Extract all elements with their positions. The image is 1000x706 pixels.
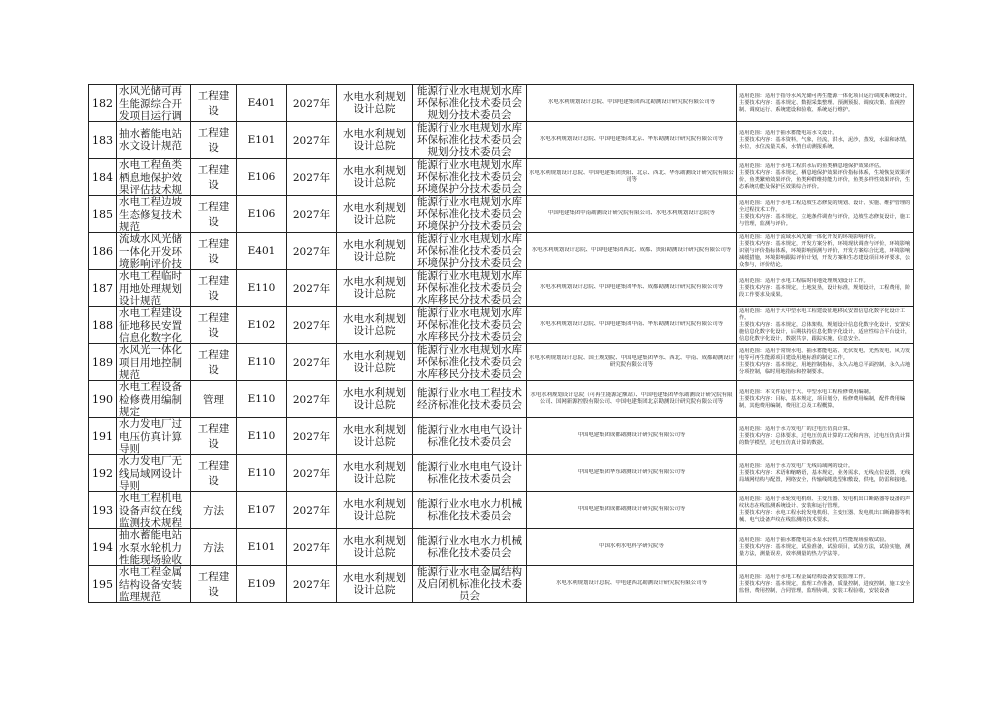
completion-year-text: 2027年 — [292, 467, 331, 480]
completion-year-text: 2027年 — [292, 430, 331, 443]
technical-committee-text: 能源行业水电规划水库环保标准化技术委员会水库移民分技术委员会 — [417, 307, 522, 343]
completion-year — [287, 233, 337, 270]
technical-committee — [413, 344, 527, 381]
category-code — [237, 122, 287, 159]
scope-content-wrap — [739, 163, 911, 191]
completion-year — [287, 492, 337, 529]
standard-type — [191, 344, 237, 381]
participating-units — [527, 307, 737, 344]
completion-year — [287, 529, 337, 566]
standard-type-text: 工程建设 — [197, 312, 230, 339]
standard-type — [191, 529, 237, 566]
category-code — [237, 85, 287, 122]
table-row — [89, 492, 914, 529]
scope-text: 适用范围：适用于水电工程金属结构设备安装监理工作。 — [739, 573, 869, 580]
row-number — [89, 455, 117, 492]
technical-committee-text: 能源行业水电规划水库环保标准化技术委员会水库移民分技术委员会 — [417, 270, 522, 306]
participating-units-text: 水电水利规划设计总院、国土规划院、中国电建集团华东、西北、中南、成都勘测设计研究院有限公司等 — [529, 354, 734, 368]
standard-name-text: 水电工程金属结构设备安装监理规范 — [119, 566, 182, 602]
lead-organization-text: 水电水利规划设计总院 — [343, 90, 406, 115]
scope-text: 适用范围：适用于抽水蓄能电站水泵水轮机力性能现场验收试验。 — [739, 536, 890, 543]
standard-type — [191, 307, 237, 344]
scope-and-content — [737, 270, 914, 307]
category-code — [237, 381, 287, 418]
lead-organization-text: 水电水利规划设计总院 — [343, 275, 406, 300]
lead-organization — [337, 196, 413, 233]
technical-committee-text: 能源行业水电工程技术经济标准化技术委员会 — [417, 387, 522, 411]
participating-units — [527, 344, 737, 381]
scope-text: 适用范围：适用于水力发电厂的过电压仿真计算。 — [739, 425, 854, 432]
standard-name-text: 水电工程建设征地移民安置信息化数字化 — [119, 307, 182, 343]
completion-year — [287, 381, 337, 418]
standard-name-text: 流域水风光储一体化开发环境影响评价技 — [119, 233, 182, 269]
participating-units — [527, 196, 737, 233]
completion-year-text: 2027年 — [292, 208, 331, 221]
technical-committee-text: 能源行业水电规划水库环保标准化技术委员会水库移民分技术委员会 — [417, 344, 522, 380]
scope-text: 适用范围：适用于流域水风光储一体化开发的环境影响评价。 — [739, 233, 880, 240]
standard-name — [117, 233, 191, 270]
table-row — [89, 196, 914, 233]
content-text: 主要技术内容：基本规定，试验准备，试验项目，试验方法，试验实施，测量方法，测量误差，效率测量的热力学法等。 — [739, 543, 911, 557]
completion-year-text: 2027年 — [292, 504, 331, 517]
row-number — [89, 233, 117, 270]
technical-committee — [413, 270, 527, 307]
table-row — [89, 270, 914, 307]
row-number-text: 183 — [92, 133, 113, 147]
completion-year — [287, 270, 337, 307]
participating-units — [527, 418, 737, 455]
scope-content-wrap — [739, 308, 911, 343]
standard-name — [117, 307, 191, 344]
standard-type — [191, 196, 237, 233]
completion-year-text: 2027年 — [292, 393, 331, 406]
content-text: 主要技术内容：基本规定，土地复垦，设计标准，规划设计，工程费用，阶段工作要求及成果。 — [739, 284, 911, 298]
row-number — [89, 122, 117, 159]
lead-organization-text: 水电水利规划设计总院 — [343, 201, 406, 226]
row-number-text: 188 — [92, 318, 113, 332]
lead-organization — [337, 566, 413, 603]
participating-units-text: 中国电建集团成都勘测设计研究院有限公司等 — [577, 506, 686, 513]
scope-and-content — [737, 418, 914, 455]
category-code-text: E106 — [247, 208, 276, 220]
participating-units — [527, 159, 737, 196]
row-number-text: 186 — [92, 244, 113, 258]
lead-organization — [337, 381, 413, 418]
completion-year-text: 2027年 — [292, 578, 331, 591]
technical-committee — [413, 492, 527, 529]
scope-text: 适用范围：适用于常规水电、抽水蓄能电站、光伏发电、光热发电、风力发电等可再生能源项目建设用地标准的制定工作。 — [739, 348, 911, 361]
standard-name-text: 抽水蓄能电站水泵水轮机力性能现场验收 — [119, 529, 182, 565]
completion-year-text: 2027年 — [292, 245, 331, 258]
standard-type — [191, 492, 237, 529]
row-number — [89, 381, 117, 418]
lead-organization — [337, 492, 413, 529]
scope-and-content — [737, 344, 914, 381]
standard-type-text: 工程建设 — [197, 460, 230, 487]
scope-text: 适用范围：适用于水电工程临时用地处理规划设计工作。 — [739, 277, 869, 284]
table-row — [89, 344, 914, 381]
standard-name — [117, 566, 191, 603]
lead-organization-text: 水电水利规划设计总院 — [343, 460, 406, 485]
technical-committee-text: 能源行业水电规划水库环保标准化技术委员会环境保护分技术委员会 — [417, 196, 522, 232]
standard-name-text: 抽水蓄能电站水文设计规范 — [119, 127, 182, 152]
lead-organization-text: 水电水利规划设计总院 — [343, 164, 406, 189]
participating-units-text: 水电水利规划设计总院、中国电建集团贵阳、北京、西北、华东勘测设计研究院有限公司等 — [529, 169, 734, 183]
completion-year — [287, 566, 337, 603]
standard-type — [191, 270, 237, 307]
scope-text: 适用范围：适用于大中型水电工程建设征地移民安置信息化数字化设计工作。 — [739, 307, 906, 321]
participating-units-text: 中国电建集团中南勘测设计研究院有限公司、水电水利规划设计总院等 — [547, 210, 716, 217]
participating-units-text: 水电水利规划设计总院、中国电建集团西北勘测设计研究院有限公司等 — [547, 99, 716, 106]
content-text: 主要技术内容：目标，基本规定，项目划分，检修费用编制，配件费用编制，其他费用编制，费用汇总及工程概算。 — [739, 395, 906, 409]
table-row — [89, 455, 914, 492]
standard-name — [117, 418, 191, 455]
completion-year — [287, 418, 337, 455]
row-number-text: 185 — [92, 207, 113, 221]
lead-organization-text: 水电水利规划设计总院 — [343, 534, 406, 559]
lead-organization — [337, 418, 413, 455]
row-number — [89, 270, 117, 307]
scope-content-wrap — [739, 537, 911, 558]
row-number-text: 194 — [92, 540, 113, 554]
table-row — [89, 529, 914, 566]
scope-and-content — [737, 455, 914, 492]
category-code-text: E401 — [247, 97, 276, 109]
row-number — [89, 196, 117, 233]
lead-organization — [337, 344, 413, 381]
category-code — [237, 196, 287, 233]
category-code — [237, 270, 287, 307]
technical-committee — [413, 455, 527, 492]
completion-year-text: 2027年 — [292, 97, 331, 110]
row-number — [89, 307, 117, 344]
table-row — [89, 381, 914, 418]
content-text: 主要技术内容：术语和缩略语，基本规定，业务需求，无线点位设置，无线局域网结构与配置，网络安全，传输线缆选型和敷设，供电，防雷和接地。 — [739, 469, 911, 483]
row-number-text: 182 — [92, 96, 113, 110]
content-text: 主要技术内容：基本规定，立地条件调查与评价，边坡生态修复设计，施工与管理，监测与评价。 — [739, 214, 911, 227]
standard-name-text: 水电工程临时用地处理规划设计规范 — [119, 270, 182, 306]
participating-units-text: 中国电建集团华东勘测设计研究院有限公司等 — [577, 469, 686, 476]
completion-year — [287, 122, 337, 159]
standard-name-text: 水风光一体化项目用地控制规范 — [119, 344, 182, 380]
scope-content-wrap — [739, 463, 911, 484]
lead-organization-text: 水电水利规划设计总院 — [343, 497, 406, 522]
category-code — [237, 566, 287, 603]
standard-name — [117, 122, 191, 159]
completion-year-text: 2027年 — [292, 541, 331, 554]
standard-name — [117, 344, 191, 381]
technical-committee-text: 能源行业水电规划水库环保标准化技术委员会规划分技术委员会 — [417, 122, 522, 158]
standard-name — [117, 492, 191, 529]
standard-type-text: 工程建设 — [197, 275, 230, 302]
participating-units — [527, 455, 737, 492]
category-code-text: E110 — [247, 356, 276, 368]
completion-year — [287, 455, 337, 492]
scope-and-content — [737, 381, 914, 418]
category-code-text: E102 — [247, 319, 276, 331]
standard-type — [191, 381, 237, 418]
standard-type-text: 方法 — [203, 504, 224, 517]
lead-organization — [337, 529, 413, 566]
standard-name-text: 水力发电厂过电压仿真计算导则 — [119, 418, 182, 454]
technical-committee — [413, 85, 527, 122]
completion-year — [287, 196, 337, 233]
standard-type — [191, 455, 237, 492]
scope-text: 适用范围：适用于水电工程洪水后的鱼类栖息地保护效果评估。 — [739, 163, 885, 169]
category-code-text: E101 — [247, 134, 276, 146]
row-number — [89, 344, 117, 381]
participating-units-text: 中国电建集团成都勘测设计研究院有限公司等 — [577, 432, 686, 439]
category-code — [237, 492, 287, 529]
standard-name-text: 水电工程设备检修费用编制规定 — [119, 381, 182, 417]
standard-type-text: 工程建设 — [197, 423, 230, 450]
technical-committee — [413, 122, 527, 159]
content-text: 主要技术内容：基本规定，总体架构，规划设计信息化数字化设计，安置实施信息化数字化设计，后期扶持信息化数字化设计，适应性综合平台设计，信息化数字化设计，数据共享，跟踪实施，信息安全。 — [739, 321, 911, 342]
scope-content-wrap — [739, 426, 911, 447]
participating-units-text: 水电水利规划设计总院（可再生能源定额站）、中国电建集团华东勘测设计研究院有限公司、国网新源控股有限公司、中国电建集团北京勘测设计研究院有限公司等 — [530, 391, 733, 405]
lead-organization-text: 水电水利规划设计总院 — [343, 423, 406, 448]
standard-name — [117, 159, 191, 196]
row-number — [89, 85, 117, 122]
lead-organization-text: 水电水利规划设计总院 — [343, 349, 406, 374]
scope-content-wrap — [739, 574, 911, 595]
technical-committee — [413, 566, 527, 603]
row-number — [89, 159, 117, 196]
standard-name — [117, 381, 191, 418]
standard-name-text: 水电工程边坡生态修复技术规范 — [119, 196, 182, 232]
category-code — [237, 159, 287, 196]
technical-committee — [413, 381, 527, 418]
content-text: 主要技术内容：基本规定，栖息地保护效果评价指标体系，生境恢复效果评价，鱼类繁殖效果评价，鱼类种群维持能力评价，鱼类多样性效果评价，生态系统功能及保护区效果综合评价。 — [739, 170, 911, 190]
standard-name-text: 水力发电厂无线局域网设计导则 — [119, 455, 182, 491]
table-row — [89, 566, 914, 603]
scope-and-content — [737, 196, 914, 233]
scope-content-wrap — [739, 234, 911, 269]
row-number-text: 191 — [92, 429, 113, 443]
standard-name — [117, 196, 191, 233]
table-row — [89, 159, 914, 196]
standard-type — [191, 122, 237, 159]
scope-text: 适用范围：本文件适用于大、中型水电工程检修费用编制。 — [739, 388, 874, 395]
standard-type — [191, 233, 237, 270]
table-body — [89, 85, 914, 603]
scope-text: 适用范围：适用于水轮发电机组、主变压器、发电机出口断路器等设备的声纹状态在线监测系统设计、安装和运行管理。 — [739, 496, 911, 509]
table-row — [89, 233, 914, 270]
participating-units — [527, 381, 737, 418]
participating-units — [527, 492, 737, 529]
row-number — [89, 418, 117, 455]
content-text: 主要技术内容：基本规定，用地控制指标，永久占地总平面控制，永久占地分项控制，临时用地指标和控制要求。 — [739, 362, 911, 375]
category-code — [237, 233, 287, 270]
standard-type — [191, 159, 237, 196]
category-code — [237, 418, 287, 455]
scope-content-wrap — [739, 130, 911, 151]
standard-name — [117, 529, 191, 566]
standard-type — [191, 566, 237, 603]
row-number — [89, 492, 117, 529]
completion-year — [287, 85, 337, 122]
table-row — [89, 122, 914, 159]
row-number-text: 184 — [92, 170, 113, 184]
scope-text: 适用范围：适用于抽水蓄能电站水文设计。 — [739, 129, 838, 136]
technical-committee — [413, 159, 527, 196]
participating-units-text: 水电水利规划设计总院、中国电建集团北京、华东勘测设计研究院有限公司等 — [539, 136, 724, 143]
technical-committee-text: 能源行业水电规划水库环保标准化技术委员会环境保护分技术委员会 — [417, 159, 522, 195]
standard-name-text: 水电工程机电设备声纹在线监测技术规程 — [119, 492, 182, 528]
category-code — [237, 455, 287, 492]
technical-committee-text: 能源行业水电金属结构及启闭机标准化技术委员会 — [417, 566, 522, 602]
technical-committee — [413, 233, 527, 270]
content-text: 主要技术内容：基本规定，开发方案分析，环境现状调查与评价，环境影响识别与评价指标体系，环境影响预测与评价，开发方案综合比选，环境影响减缓措施，环境影响跟踪评价计划，开发方案和生态建设项目环评要求，公众参与，评价结论。 — [739, 240, 911, 268]
scope-content-wrap — [739, 348, 911, 376]
participating-units-text: 水电水利规划设计总院、中电建西北勘测设计研究院有限公司等 — [556, 580, 707, 587]
lead-organization — [337, 122, 413, 159]
row-number-text: 195 — [92, 577, 113, 591]
lead-organization-text: 水电水利规划设计总院 — [343, 238, 406, 263]
standard-type-text: 工程建设 — [197, 201, 230, 228]
completion-year-text: 2027年 — [292, 319, 331, 332]
row-number-text: 190 — [92, 392, 113, 406]
completion-year-text: 2027年 — [292, 356, 331, 369]
row-number-text: 192 — [92, 466, 113, 480]
technical-committee-text: 能源行业水电规划水库环保标准化技术委员会规划分技术委员会 — [417, 85, 522, 121]
completion-year — [287, 159, 337, 196]
technical-committee — [413, 418, 527, 455]
row-number-text: 187 — [92, 281, 113, 295]
row-number — [89, 529, 117, 566]
technical-committee-text: 能源行业水电水力机械标准化技术委员会 — [417, 535, 522, 559]
scope-and-content — [737, 159, 914, 196]
participating-units — [527, 122, 737, 159]
row-number-text: 189 — [92, 355, 113, 369]
category-code-text: E110 — [247, 430, 276, 442]
scope-text: 适用范围：适用于水电工程边坡生态修复的规划、设计、实施、维护管理的全过程技术工作。 — [739, 200, 911, 213]
lead-organization — [337, 270, 413, 307]
category-code-text: E110 — [247, 282, 276, 294]
standard-name — [117, 85, 191, 122]
scope-content-wrap — [739, 278, 911, 299]
completion-year-text: 2027年 — [292, 282, 331, 295]
category-code-text: E110 — [247, 467, 276, 479]
standard-type-text: 方法 — [203, 541, 224, 554]
standard-type-text: 管理 — [203, 393, 224, 406]
participating-units-text: 水电水利规划设计总院、中国电建集团中南、华东勘测设计研究院有限公司等 — [539, 321, 724, 328]
content-text: 主要技术内容：基本资料，气象，径流，洪水，泥沙，蒸发，水温和冰情，水位，水位流量关系，水情自动测报系统。 — [739, 136, 911, 150]
standard-type — [191, 85, 237, 122]
completion-year — [287, 307, 337, 344]
standards-table — [88, 84, 914, 603]
scope-content-wrap — [739, 389, 911, 410]
lead-organization-text: 水电水利规划设计总院 — [343, 127, 406, 152]
scope-and-content — [737, 233, 914, 270]
standard-type-text: 工程建设 — [197, 90, 230, 117]
scope-content-wrap — [739, 200, 911, 228]
technical-committee-text: 能源行业水电电气设计标准化技术委员会 — [417, 461, 522, 485]
lead-organization-text: 水电水利规划设计总院 — [343, 386, 406, 411]
lead-organization — [337, 233, 413, 270]
lead-organization — [337, 85, 413, 122]
content-text: 主要技术内容：基本规定、数据采集整理、预测预报、调度决策、监视控制、调度运行、系统建设和验收、系统运行维护。 — [739, 99, 906, 113]
content-text: 主要技术内容：总体要求，过电压仿真计算的工况和内容，过电压仿真计算的数学模型，过电压仿真计算的数据。 — [739, 432, 911, 446]
participating-units-text: 水电水利规划设计总院、中国电建集团华东、成都勘测设计研究院有限公司等 — [539, 284, 724, 291]
row-number — [89, 566, 117, 603]
participating-units — [527, 529, 737, 566]
standard-name-text: 水风光储可再生能源综合开发项目运行调 — [119, 85, 182, 121]
category-code-text: E401 — [247, 245, 276, 257]
scope-and-content — [737, 566, 914, 603]
standard-type-text: 工程建设 — [197, 349, 230, 376]
lead-organization-text: 水电水利规划设计总院 — [343, 312, 406, 337]
standard-type-text: 工程建设 — [197, 164, 230, 191]
category-code-text: E106 — [247, 171, 276, 183]
scope-text: 适用范围：适用于水力发电厂无线局域网的设计。 — [739, 462, 854, 469]
technical-committee — [413, 529, 527, 566]
table-row — [89, 418, 914, 455]
standard-name-text: 水电工程鱼类栖息地保护效果评估技术规 — [119, 159, 182, 195]
content-text: 主要技术内容：基本规定，监理工作准备，质量控制，进度控制，施工安全监督，费用控制，合同管理，监理协调，安装工程验收，安装设备 — [739, 580, 911, 594]
completion-year-text: 2027年 — [292, 171, 331, 184]
technical-committee-text: 能源行业水电规划水库环保标准化技术委员会环境保护分技术委员会 — [417, 233, 522, 269]
technical-committee-text: 能源行业水电电气设计标准化技术委员会 — [417, 424, 522, 448]
standard-name — [117, 455, 191, 492]
technical-committee-text: 能源行业水电水力机械标准化技术委员会 — [417, 498, 522, 522]
scope-content-wrap — [739, 496, 911, 524]
category-code — [237, 344, 287, 381]
table-row — [89, 85, 914, 122]
scope-and-content — [737, 85, 914, 122]
category-code-text: E110 — [247, 393, 276, 405]
scope-and-content — [737, 529, 914, 566]
category-code-text: E107 — [247, 504, 276, 516]
standard-type-text: 工程建设 — [197, 127, 230, 154]
scope-and-content — [737, 492, 914, 529]
standard-type — [191, 418, 237, 455]
category-code-text: E109 — [247, 578, 276, 590]
row-number-text: 193 — [92, 503, 113, 517]
standard-name — [117, 270, 191, 307]
scope-content-wrap — [739, 93, 911, 114]
category-code — [237, 529, 287, 566]
participating-units — [527, 270, 737, 307]
standard-type-text: 工程建设 — [197, 571, 230, 598]
participating-units — [527, 233, 737, 270]
lead-organization — [337, 159, 413, 196]
content-text: 主要技术内容：水电工程水轮发电机组、主变压器、发电机出口断路器等机械、电气设备声纹在线监测的技术要求。 — [739, 510, 911, 523]
table-row — [89, 307, 914, 344]
technical-committee — [413, 196, 527, 233]
participating-units — [527, 85, 737, 122]
scope-and-content — [737, 307, 914, 344]
participating-units-text: 水电水利规划设计总院、中国电建集团西北、成都、贵阳勘测设计研究院有限公司等 — [531, 247, 732, 254]
completion-year — [287, 344, 337, 381]
participating-units-text: 中国水利水电科学研究院等 — [599, 543, 664, 550]
standard-type-text: 工程建设 — [197, 238, 230, 265]
scope-text: 适用范围：适用于指导水风光储可再生能源一体化项目运行调度系统设计。 — [739, 92, 911, 99]
participating-units — [527, 566, 737, 603]
completion-year-text: 2027年 — [292, 134, 331, 147]
lead-organization — [337, 455, 413, 492]
lead-organization — [337, 307, 413, 344]
scope-and-content — [737, 122, 914, 159]
lead-organization-text: 水电水利规划设计总院 — [343, 571, 406, 596]
category-code-text: E101 — [247, 541, 276, 553]
technical-committee — [413, 307, 527, 344]
category-code — [237, 307, 287, 344]
